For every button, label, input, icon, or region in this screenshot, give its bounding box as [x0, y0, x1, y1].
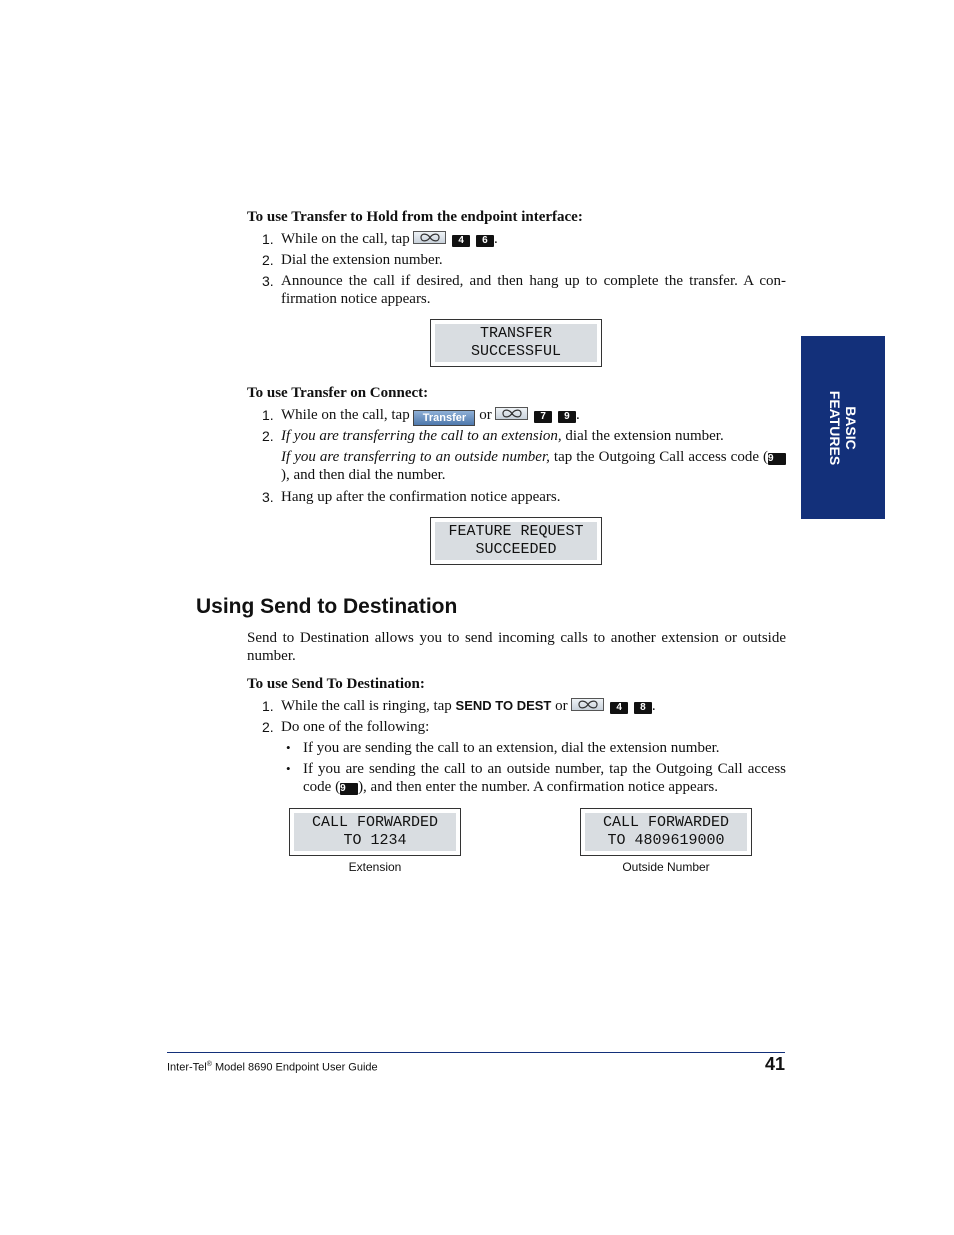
send-to-dest-intro: Send to Destination allows you to send incoming calls to another extension or outside number.: [247, 630, 786, 664]
transfer-connect-step-3: Hang up after the confirmation notice appears.: [281, 489, 561, 505]
key-9: 9: [340, 783, 358, 795]
step-number: 1.: [262, 231, 274, 247]
step-number: 3.: [262, 489, 274, 505]
page-number: 41: [764, 1054, 785, 1074]
key-6: 6: [476, 235, 494, 247]
transfer-connect-step-2-outside: If you are transferring to an outside number, tap the Outgoing Call access code (9), and then dial the number.: [281, 448, 786, 484]
transfer-hold-heading: To use Transfer to Hold from the endpoint interface:: [247, 209, 583, 225]
send-to-dest-step-1: While the call is ringing, tap SEND TO DEST or 4 8 .: [281, 698, 656, 714]
send-to-dest-step-2: Do one of the following:: [281, 719, 430, 735]
lcd-transfer-successful: TRANSFER SUCCESSFUL: [430, 319, 602, 367]
key-8: 8: [634, 702, 652, 714]
transfer-connect-step-2: If you are transferring the call to an extension, dial the extension number.: [281, 428, 724, 444]
step-number: 1.: [262, 407, 274, 423]
send-to-dest-bullet-2: If you are sending the call to an outside number, tap the Outgoing Call access code (9 ), and then enter the number. A confirmation notice appears.: [303, 761, 786, 795]
step-number: 3.: [262, 273, 274, 289]
speaker-softkey-icon: [413, 231, 446, 244]
step-number: 2.: [262, 719, 274, 735]
speaker-softkey-icon: [495, 407, 528, 420]
key-4: 4: [452, 235, 470, 247]
speaker-softkey-icon: [571, 698, 604, 711]
transfer-connect-step-1: While on the call, tap Transfer or 7 9 .: [281, 407, 580, 424]
transfer-button: Transfer: [413, 410, 475, 426]
caption-outside-number: Outside Number: [622, 860, 710, 874]
transfer-hold-step-3: Announce the call if desired, and then hang up to complete the transfer. A con-firmation notice appears.: [281, 273, 786, 307]
send-to-dest-softkey: SEND TO DEST: [455, 698, 552, 713]
section-tab-label: BASIC FEATURES: [827, 390, 859, 466]
section-title: Using Send to Destination: [196, 595, 458, 618]
step-number: 2.: [262, 428, 274, 444]
key-9: 9: [768, 453, 786, 465]
footer-rule: [167, 1052, 785, 1053]
caption-extension: Extension: [348, 860, 402, 874]
transfer-hold-step-2: Dial the extension number.: [281, 252, 443, 268]
lcd-feature-request: FEATURE REQUEST SUCCEEDED: [430, 517, 602, 565]
footer-guide-title: Inter-Tel® Model 8690 Endpoint User Guide: [167, 1061, 378, 1074]
section-tab: [801, 336, 885, 519]
step-number: 1.: [262, 698, 274, 714]
bullet-icon: •: [286, 761, 291, 776]
send-to-dest-heading: To use Send To Destination:: [247, 676, 425, 692]
transfer-hold-step-1: While on the call, tap 4 6 .: [281, 231, 498, 247]
key-9: 9: [558, 411, 576, 423]
lcd-call-forwarded-extension: CALL FORWARDED TO 1234: [289, 808, 461, 856]
lcd-call-forwarded-outside: CALL FORWARDED TO 4809619000: [580, 808, 752, 856]
step-number: 2.: [262, 252, 274, 268]
bullet-icon: •: [286, 740, 291, 755]
key-7: 7: [534, 411, 552, 423]
transfer-connect-heading: To use Transfer on Connect:: [247, 385, 429, 401]
send-to-dest-bullet-1: If you are sending the call to an extension, dial the extension number.: [303, 740, 720, 756]
key-4: 4: [610, 702, 628, 714]
